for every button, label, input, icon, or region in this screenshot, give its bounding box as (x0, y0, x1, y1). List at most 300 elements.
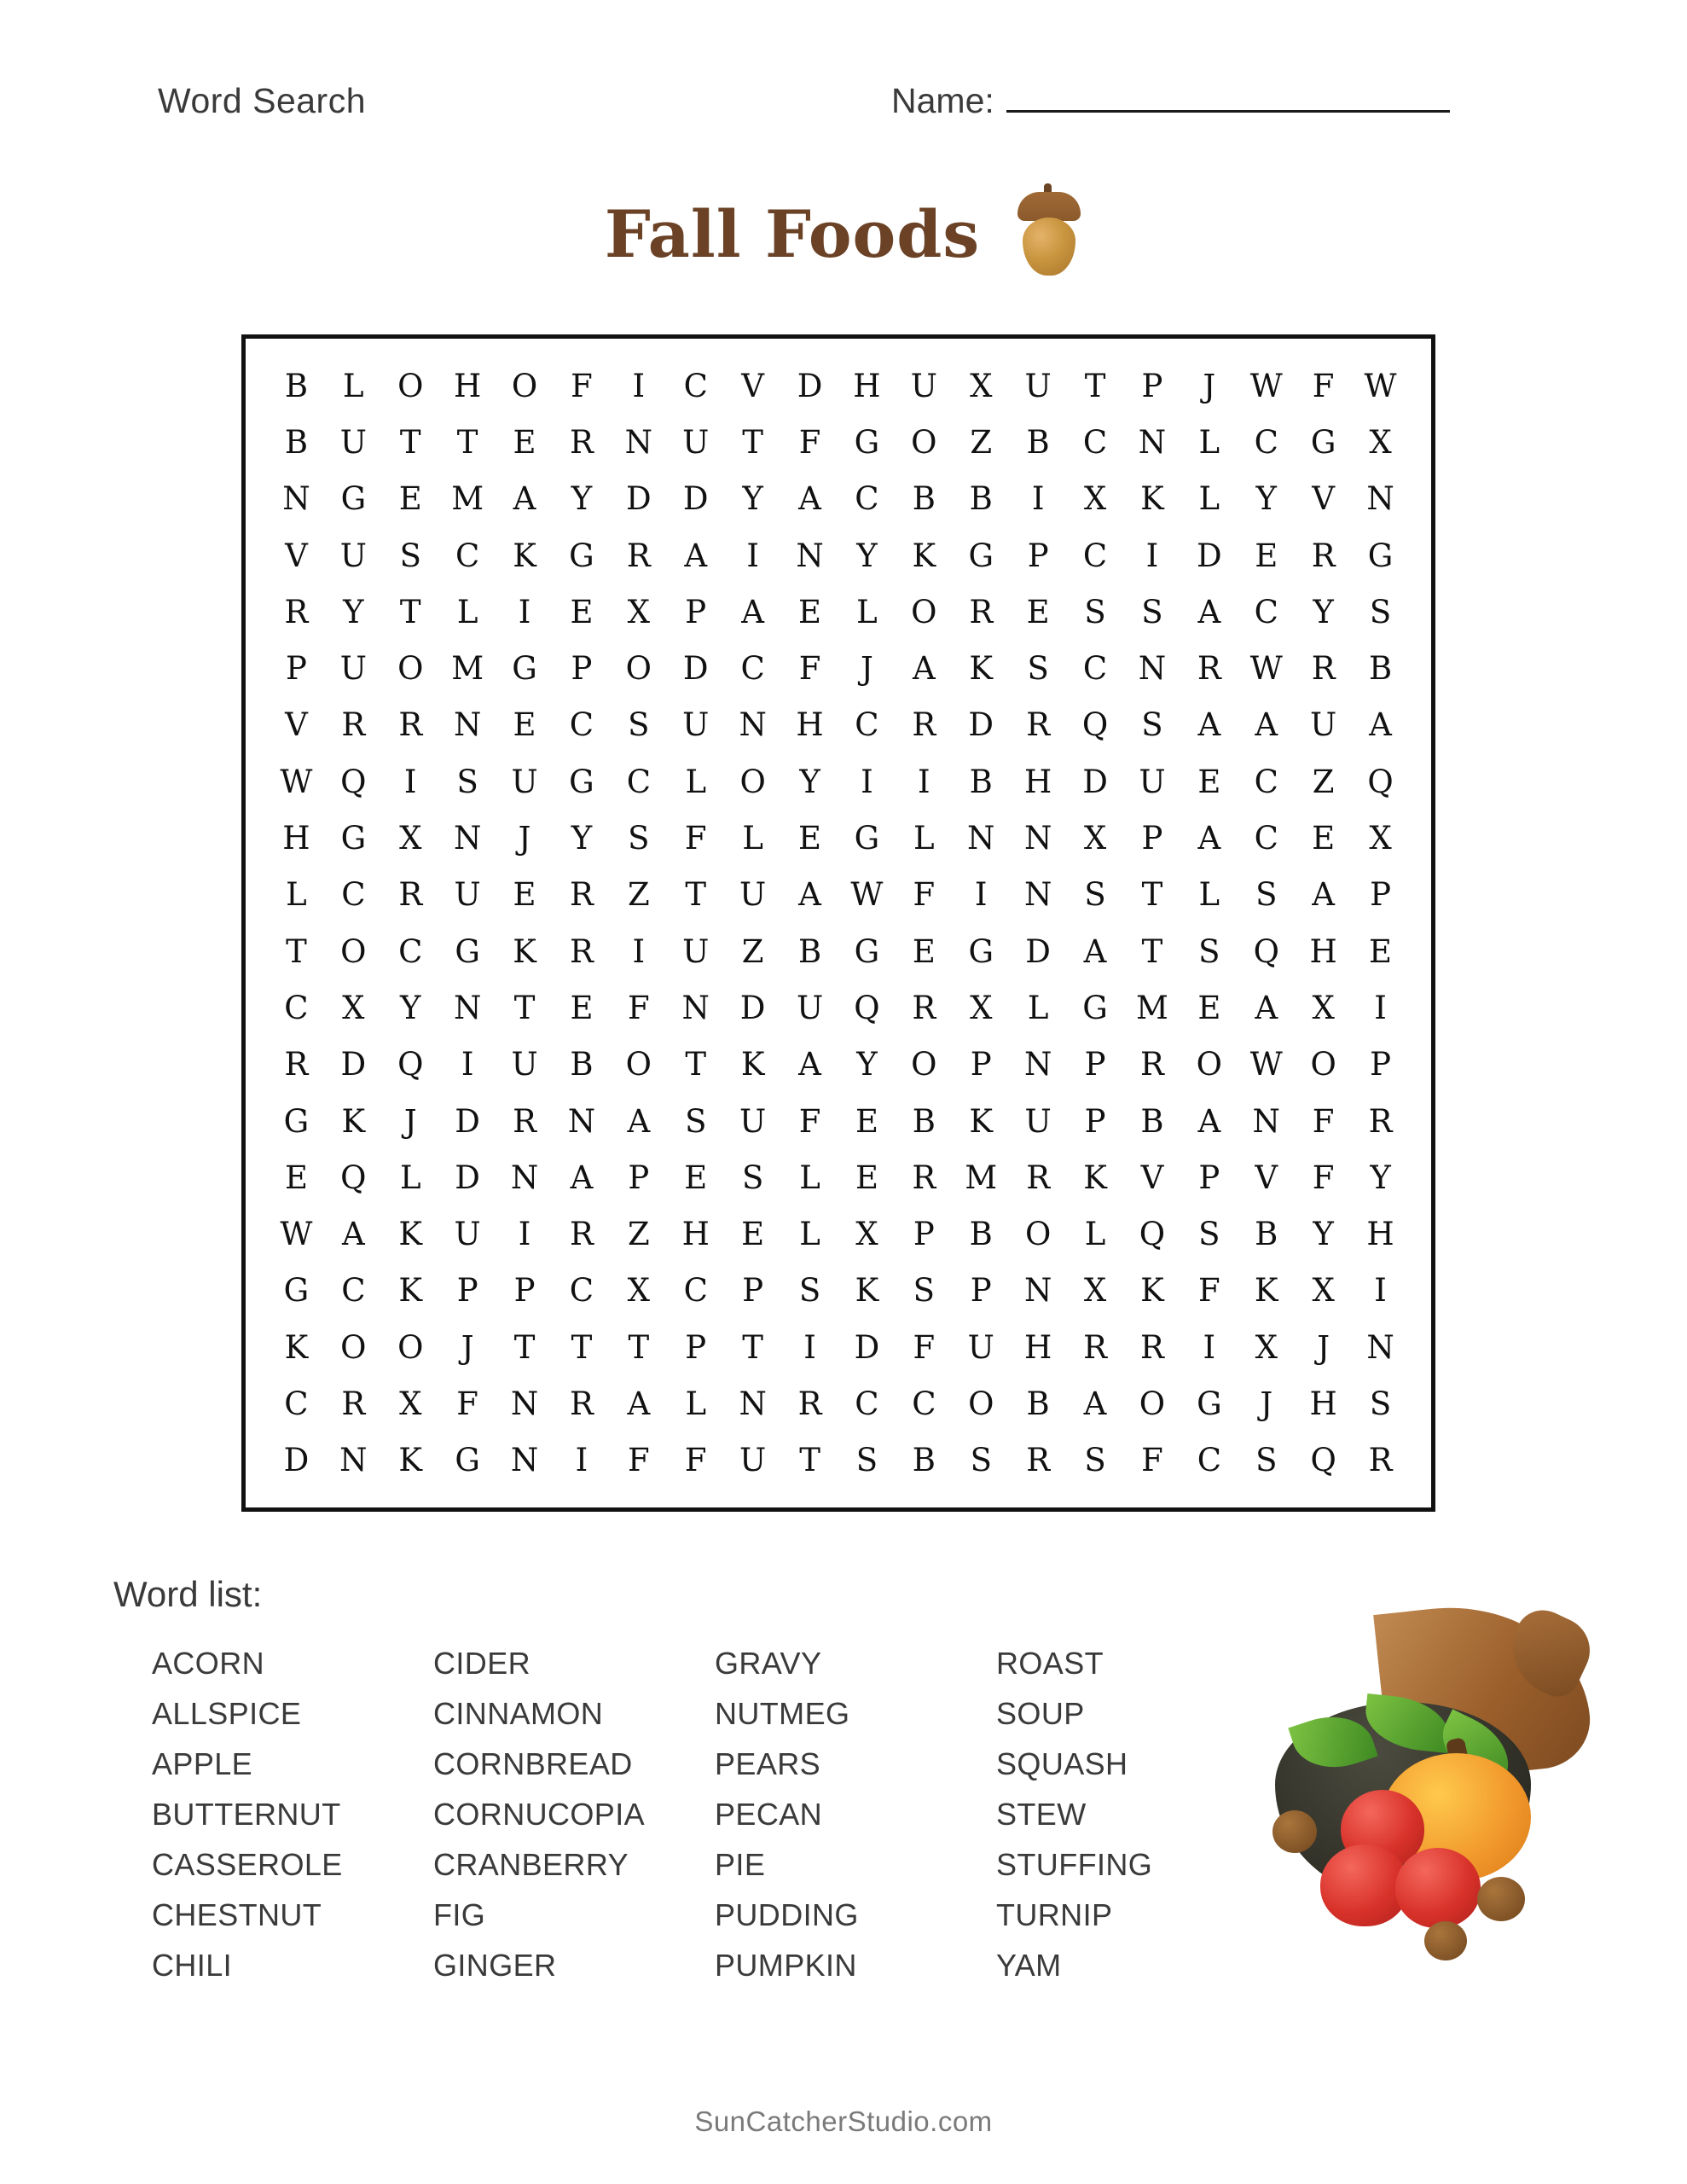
grid-cell: R (1368, 1102, 1393, 1140)
grid-cell: V (741, 367, 764, 404)
grid-cell: I (1374, 1272, 1387, 1310)
grid-cell: L (1198, 480, 1220, 518)
grid-cell: C (855, 706, 879, 744)
grid-cell: C (455, 537, 480, 574)
grid-cell: P (685, 593, 707, 630)
word-list-item: CHILI (152, 1948, 233, 1983)
grid-cell: O (968, 1385, 994, 1423)
grid-cell: D (1197, 537, 1222, 574)
grid-cell: O (911, 593, 937, 630)
grid-cell: C (740, 650, 765, 688)
grid-cell: S (1255, 876, 1278, 914)
grid-cell: F (1141, 1442, 1163, 1479)
grid-cell: F (628, 989, 650, 1026)
grid-cell: K (855, 1272, 879, 1310)
grid-cell: R (1197, 650, 1221, 688)
grid-cell: B (284, 423, 309, 461)
word-list-item: CORNBREAD (433, 1746, 633, 1781)
grid-cell: A (570, 1159, 594, 1196)
grid-cell: P (1027, 537, 1049, 574)
grid-cell: P (970, 1272, 992, 1310)
grid-cell: Y (1313, 1216, 1334, 1253)
grid-cell: S (1141, 706, 1163, 744)
grid-cell: R (570, 932, 594, 970)
grid-cell: B (570, 1046, 594, 1083)
grid-cell: U (339, 423, 367, 461)
grid-cell: R (1311, 650, 1336, 688)
grid-cell: O (511, 367, 538, 404)
word-list-item: FIG (433, 1897, 486, 1932)
word-list-column-1 (152, 1638, 433, 1990)
grid-cell: B (969, 480, 993, 518)
grid-cell: E (570, 989, 594, 1026)
grid-cell: I (518, 593, 531, 630)
grid-cell: G (569, 537, 594, 574)
grid-cell: D (1082, 763, 1108, 800)
grid-cell: F (684, 1442, 707, 1479)
grid-cell: R (570, 423, 594, 461)
grid-cell: U (682, 423, 710, 461)
grid-cell: C (626, 763, 651, 800)
grid-cell: V (285, 537, 308, 574)
grid-cell: Y (1255, 480, 1277, 518)
acorn-cap (1017, 192, 1081, 221)
grid-cell: R (1083, 1328, 1107, 1366)
grid-cell: A (741, 593, 764, 630)
grid-cell: C (398, 932, 423, 970)
grid-cell: C (569, 706, 594, 744)
grid-cell: P (285, 650, 307, 688)
grid-cell: R (341, 1385, 366, 1423)
grid-cell: E (741, 1216, 765, 1253)
grid-cell: A (1255, 989, 1278, 1026)
grid-cell: M (451, 480, 484, 518)
grid-cell: Y (856, 537, 878, 574)
grid-cell: Q (1253, 932, 1279, 970)
cornucopia-illustration (1254, 1595, 1595, 1996)
grid-cell: N (510, 1159, 539, 1196)
grid-cell: K (740, 1046, 765, 1083)
grid-cell: P (628, 1159, 650, 1196)
grid-cell: R (1026, 1159, 1051, 1196)
grid-cell: B (912, 1442, 936, 1479)
grid-cell: E (798, 593, 822, 630)
grid-cell: S (1084, 1442, 1106, 1479)
grid-cell: C (855, 1385, 879, 1423)
word-list-item: ACORN (152, 1646, 265, 1681)
grid-cell: J (1203, 367, 1216, 404)
word-list-item: GRAVY (715, 1646, 822, 1681)
grid-cell: O (1139, 1385, 1166, 1423)
grid-cell: D (682, 480, 709, 518)
grid-cell: G (854, 423, 880, 461)
grid-cell: N (567, 1102, 596, 1140)
grid-cell: J (1317, 1328, 1330, 1366)
grid-cell: N (796, 537, 824, 574)
grid-cell: R (398, 876, 423, 914)
grid-cell: R (912, 1159, 936, 1196)
grid-cell: P (456, 1272, 478, 1310)
grid-cell: B (912, 1102, 936, 1140)
grid-cell: B (1368, 650, 1393, 688)
grid-cell: M (1136, 989, 1168, 1026)
grid-cell: V (1140, 1159, 1164, 1196)
word-list-item: PIE (715, 1847, 766, 1882)
grid-cell: T (685, 1046, 707, 1083)
grid-cell: C (855, 480, 879, 518)
grid-cell: G (283, 1272, 310, 1310)
grid-cell: H (1309, 932, 1337, 970)
grid-cell: S (1198, 1216, 1220, 1253)
grid-cell: T (742, 1328, 763, 1366)
grid-cell: R (912, 989, 936, 1026)
grid-cell: T (1141, 876, 1163, 914)
grid-cell: C (1082, 537, 1108, 574)
grid-cell: S (628, 706, 650, 744)
grid-cell: I (1145, 537, 1159, 574)
grid-cell: X (399, 1385, 422, 1423)
grid-cell: C (1254, 763, 1278, 800)
grid-cell: H (681, 1216, 710, 1253)
word-list-item: GINGER (433, 1948, 557, 1983)
grid-cell: U (796, 989, 824, 1026)
grid-cell: P (1084, 1046, 1106, 1083)
grid-cell: B (912, 480, 936, 518)
grid-cell: X (627, 1272, 651, 1310)
grid-cell: P (1370, 876, 1391, 914)
name-label: Name: (891, 81, 994, 120)
grid-cell: L (343, 367, 364, 404)
footer-credit: SunCatcherStudio.com (694, 2106, 993, 2137)
grid-cell: Z (741, 932, 764, 970)
grid-cell: R (284, 1046, 309, 1083)
grid-cell: Q (340, 1159, 367, 1196)
grid-cell: U (454, 876, 481, 914)
grid-cell: A (798, 1046, 821, 1083)
grid-cell: R (1311, 537, 1336, 574)
word-list-item: ALLSPICE (152, 1696, 302, 1731)
grid-cell: B (969, 763, 993, 800)
grid-cell: O (1310, 1046, 1336, 1083)
grid-cell: C (683, 1272, 708, 1310)
grid-cell: H (1309, 1385, 1337, 1423)
word-list-item: ROAST (996, 1646, 1104, 1681)
grid-cell: L (286, 876, 307, 914)
grid-cell: N (967, 820, 995, 857)
grid-cell: T (513, 1328, 536, 1366)
grid-cell: F (798, 423, 821, 461)
grid-cell: A (1312, 876, 1335, 914)
grid-cell: L (399, 1159, 421, 1196)
grid-cell: C (1082, 423, 1108, 461)
grid-cell: W (1249, 650, 1283, 688)
grid-cell: E (570, 593, 594, 630)
grid-cell: W (1364, 367, 1397, 404)
grid-cell: G (854, 820, 880, 857)
grid-cell: L (913, 820, 935, 857)
grid-cell: S (1084, 593, 1106, 630)
grid-cell: D (455, 1159, 480, 1196)
grid-cell: B (969, 1216, 993, 1253)
grid-cell: U (454, 1216, 481, 1253)
grid-cell: T (399, 423, 421, 461)
grid-cell: P (685, 1328, 707, 1366)
grid-cell: X (855, 1216, 878, 1253)
grid-cell: T (456, 423, 478, 461)
grid-cell: A (1255, 706, 1278, 744)
grid-cell: E (513, 876, 536, 914)
grid-cell: U (1024, 1102, 1052, 1140)
grid-cell: E (912, 932, 936, 970)
word-list-item: YAM (996, 1948, 1062, 1983)
grid-cell: P (1141, 820, 1163, 857)
grid-cell: N (1138, 423, 1167, 461)
grid-cell: O (397, 1328, 424, 1366)
grid-cell: C (912, 1385, 936, 1423)
grid-cell: J (461, 1328, 474, 1366)
word-list-item: STEW (996, 1797, 1087, 1832)
grid-cell: D (739, 989, 766, 1026)
word-search-grid[interactable] (241, 334, 1435, 1512)
word-list-item: PEARS (715, 1746, 821, 1781)
grid-cell: F (798, 1102, 821, 1140)
grid-cell: N (739, 1385, 767, 1423)
grid-cell: N (1023, 876, 1052, 914)
grid-cell: S (1141, 593, 1163, 630)
grid-cell: O (397, 650, 424, 688)
grid-cell: X (1083, 1272, 1107, 1310)
grid-cell: R (570, 1385, 594, 1423)
grid-cell: P (970, 1046, 992, 1083)
grid-cell: G (1310, 423, 1336, 461)
grid-cell: R (1026, 706, 1051, 744)
grid-cell: H (282, 820, 310, 857)
grid-cell: L (685, 763, 707, 800)
grid-cell: J (518, 820, 531, 857)
grid-cell: G (968, 932, 994, 970)
grid-cell: E (513, 706, 536, 744)
grid-cell: K (513, 537, 536, 574)
grid-cell: Y (571, 480, 593, 518)
grid-cell: C (683, 367, 708, 404)
grid-cell: A (1197, 593, 1221, 630)
grid-cell: J (403, 1102, 417, 1140)
grid-cell: X (1312, 1272, 1335, 1310)
grid-cell: S (399, 537, 421, 574)
grid-cell: U (682, 706, 710, 744)
grid-cell: S (1369, 593, 1392, 630)
grid-cell: N (1023, 820, 1052, 857)
grid-cell: O (625, 1046, 652, 1083)
grid-cell: K (341, 1102, 366, 1140)
grid-cell: L (1027, 989, 1049, 1026)
grid-letters (246, 339, 1431, 1507)
grid-cell: C (569, 1272, 594, 1310)
grid-cell: W (1249, 367, 1283, 404)
grid-cell: T (571, 1328, 593, 1366)
grid-cell: O (340, 932, 367, 970)
grid-cell: O (397, 367, 424, 404)
grid-cell: X (1369, 423, 1392, 461)
grid-cell: N (1023, 1046, 1052, 1083)
grid-cell: S (913, 1272, 936, 1310)
grid-cell: R (570, 876, 594, 914)
grid-cell: I (461, 1046, 474, 1083)
grid-cell: Q (1139, 1216, 1166, 1253)
grid-cell: N (510, 1442, 539, 1479)
grid-cell: T (1084, 367, 1106, 404)
grid-cell: I (575, 1442, 588, 1479)
grid-cell: A (1083, 1385, 1107, 1423)
word-list-item: TURNIP (996, 1897, 1113, 1932)
grid-cell: S (1084, 876, 1106, 914)
grid-cell: D (283, 1442, 310, 1479)
grid-cell: B (1026, 423, 1050, 461)
grid-cell: D (455, 1102, 480, 1140)
nut-icon (1477, 1877, 1525, 1921)
grid-cell: S (456, 763, 478, 800)
grid-cell: H (1366, 1216, 1394, 1253)
grid-cell: D (340, 1046, 367, 1083)
grid-cell: Q (854, 989, 880, 1026)
grid-cell: C (1082, 650, 1108, 688)
word-list-item: NUTMEG (715, 1696, 850, 1731)
grid-cell: M (965, 1159, 998, 1196)
grid-cell: S (628, 820, 650, 857)
page-header (0, 81, 1687, 132)
grid-cell: E (855, 1159, 878, 1196)
word-list-item: PUDDING (715, 1897, 859, 1932)
grid-cell: E (513, 423, 536, 461)
grid-cell: R (284, 593, 309, 630)
grid-cell: J (1260, 1385, 1273, 1423)
grid-cell: R (1140, 1046, 1164, 1083)
acorn-icon (1016, 192, 1082, 276)
grid-cell: R (570, 1216, 594, 1253)
grid-cell: T (685, 876, 707, 914)
grid-cell: L (456, 593, 478, 630)
grid-cell: N (282, 480, 310, 518)
grid-cell: L (799, 1159, 820, 1196)
grid-cell: G (854, 932, 880, 970)
grid-cell: J (861, 650, 873, 688)
grid-cell: I (746, 537, 759, 574)
grid-cell: K (513, 932, 536, 970)
grid-cell: R (912, 706, 936, 744)
grid-cell: Y (1370, 1159, 1391, 1196)
grid-cell: K (1140, 480, 1164, 518)
word-list-item: BUTTERNUT (152, 1797, 341, 1832)
word-list-item: STUFFING (996, 1847, 1153, 1882)
grid-cell: I (1031, 480, 1045, 518)
grid-cell: T (1141, 932, 1163, 970)
grid-cell: Q (340, 763, 367, 800)
grid-cell: A (1369, 706, 1392, 744)
grid-cell: Y (343, 593, 364, 630)
grid-cell: D (626, 480, 652, 518)
acorn-body (1023, 218, 1075, 276)
page-title: Fall Foods (604, 195, 981, 272)
grid-cell: X (1369, 820, 1392, 857)
grid-cell: O (911, 1046, 937, 1083)
grid-cell: Y (571, 820, 593, 857)
grid-cell: A (627, 1385, 651, 1423)
word-list-item: CHESTNUT (152, 1897, 322, 1932)
worksheet-type-label: Word Search (158, 81, 367, 120)
grid-cell: G (1367, 537, 1394, 574)
grid-cell: P (1084, 1102, 1106, 1140)
grid-cell: Z (627, 876, 650, 914)
grid-cell: N (1023, 1272, 1052, 1310)
grid-cell: F (1312, 1102, 1335, 1140)
grid-cell: N (1138, 650, 1167, 688)
word-list-item: SOUP (996, 1696, 1085, 1731)
grid-cell: L (742, 820, 763, 857)
grid-cell: Z (1312, 763, 1335, 800)
grid-cell: K (969, 1102, 994, 1140)
grid-cell: R (513, 1102, 536, 1140)
grid-cell: H (1024, 1328, 1052, 1366)
grid-cell: I (403, 763, 417, 800)
grid-cell: H (796, 706, 824, 744)
grid-cell: W (1249, 1046, 1283, 1083)
grid-cell: U (739, 1442, 767, 1479)
grid-cell: S (1369, 1385, 1392, 1423)
grid-cell: F (571, 367, 593, 404)
grid-cell: U (511, 1046, 538, 1083)
grid-cell: Y (742, 480, 763, 518)
grid-cell: F (1312, 1159, 1335, 1196)
name-field-group (891, 81, 1450, 121)
grid-cell: C (1197, 1442, 1221, 1479)
grid-cell: P (742, 1272, 764, 1310)
grid-cell: W (280, 763, 313, 800)
grid-cell: F (456, 1385, 478, 1423)
apple-icon (1395, 1848, 1481, 1928)
grid-cell: O (1024, 1216, 1052, 1253)
word-list-item: CASSEROLE (152, 1847, 343, 1882)
grid-cell: I (974, 876, 988, 914)
grid-cell: P (1370, 1046, 1391, 1083)
grid-cell: P (571, 650, 593, 688)
grid-cell: E (1197, 989, 1221, 1026)
word-list-item: CRANBERRY (433, 1847, 629, 1882)
grid-cell: H (853, 367, 881, 404)
grid-cell: X (1312, 989, 1335, 1026)
grid-cell: E (1026, 593, 1050, 630)
grid-cell: Y (1313, 593, 1334, 630)
puzzle-title-row (0, 192, 1687, 276)
word-list-column-3 (715, 1638, 996, 1990)
grid-cell: N (339, 1442, 368, 1479)
grid-cell: D (968, 706, 994, 744)
grid-cell: K (398, 1272, 423, 1310)
grid-cell: U (739, 1102, 767, 1140)
grid-cell: X (342, 989, 365, 1026)
word-list-column-4 (996, 1638, 1278, 1990)
grid-cell: T (286, 932, 307, 970)
grid-cell: N (510, 1385, 539, 1423)
word-list-item: CORNUCOPIA (433, 1797, 646, 1832)
grid-cell: H (1024, 763, 1052, 800)
grid-cell: D (682, 650, 709, 688)
grid-cell: L (1198, 423, 1220, 461)
grid-cell: R (797, 1385, 822, 1423)
grid-cell: N (1252, 1102, 1280, 1140)
name-input-line[interactable] (1006, 81, 1450, 113)
grid-cell: I (1203, 1328, 1216, 1366)
word-list-item: PUMPKIN (715, 1948, 857, 1983)
